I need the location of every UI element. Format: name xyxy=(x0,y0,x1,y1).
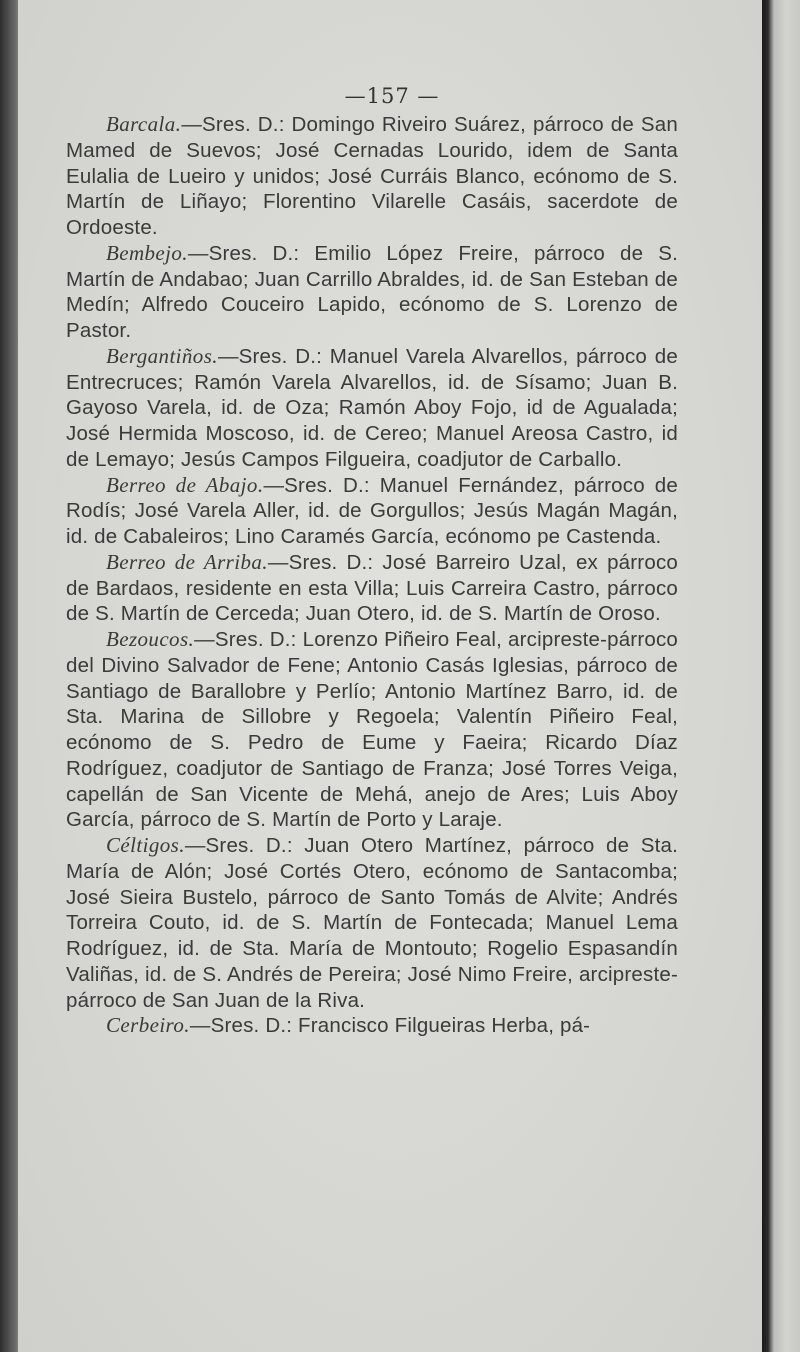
entry-text: —Sres. D.: Lorenzo Piñeiro Feal, arcipreste-párroco del Divino Salvador de Fene; Antonio Casás Iglesias, párroco de Santiago de Barallobre y Perlío; Antonio Martínez Barro, id. de Sta. Marina de Sillobre y Regoela; Valentín Piñeiro Feal, ecónomo de S. Pedro de Eume y Faeira; Ricardo Díaz Rodríguez, coadjutor de Santiago de Franza; José Torres Veiga, capellán de San Vicente de Mehá, anejo de Ares; Luis Aboy García, párroco de S. Martín de Porto y Laraje. xyxy=(66,628,678,832)
entry-berreo-de-arriba xyxy=(66,550,678,627)
entry-berreo-de-abajo xyxy=(66,473,678,550)
entry-cerbeiro xyxy=(66,1013,678,1039)
entry-text: —Sres. D.: Manuel Varela Alvarellos, párroco de Entrecruces; Ramón Varela Alvarellos, id. de Sísamo; Juan B. Gayoso Varela, id. de Oza; Ramón Aboy Fojo, id de Agualada; José Hermida Moscoso, id. de Cereo; Manuel Areosa Castro, id de Lemayo; Jesús Campos Filgueira, coadjutor de Carballo. xyxy=(66,344,678,471)
place-name: Berreo de Abajo. xyxy=(106,472,264,497)
entry-text: —Sres. D.: Domingo Riveiro Suárez, párroco de San Mamed de Suevos; José Cernadas Lourido, idem de Santa Eulalia de Lueiro y unidos; José Curráis Blanco, ecónomo de S. Martín de Liñayo; Florentino Vilarelle Casáis, sacerdote de Ordoeste. xyxy=(66,113,678,239)
entry-bembejo xyxy=(66,241,678,344)
place-name: Barcala. xyxy=(106,112,182,136)
entry-bergantinos xyxy=(66,344,678,473)
entry-bezoucos xyxy=(66,627,678,833)
entry-text: —Sres. D.: Francisco Filgueiras Herba, pá- xyxy=(189,1014,591,1038)
place-name: Bergantiños. xyxy=(106,343,218,368)
place-name: Cerbeiro. xyxy=(106,1013,190,1038)
page-text-block xyxy=(66,112,678,1039)
place-name: Céltigos. xyxy=(106,833,185,857)
entry-text: —Sres. D.: Juan Otero Martínez, párroco de Sta. María de Alón; José Cortés Otero, ecónomo de Santacomba; José Sieira Bustelo, párroco de Santo Tomás de Alvite; Andrés Torreira Couto, id. de S. Martín de Fontecada; Manuel Lema Rodríguez, id. de Sta. María de Montouto; Rogelio Espasandín Valiñas, id. de S. Andrés de Pereira; José Nimo Freire, arcipreste-párroco de San Juan de la Riva. xyxy=(66,834,678,1012)
entry-text: —Sres. D.: José Barreiro Uzal, ex párroco de Bardaos, residente en esta Villa; Luis Carreira Castro, párroco de S. Martín de Cerceda; Juan Otero, id. de S. Martín de Oroso. xyxy=(66,550,678,626)
place-name: Berreo de Arriba. xyxy=(106,549,268,574)
entry-text: —Sres. D.: Emilio López Freire, párroco de S. Martín de Andabao; Juan Carrillo Abraldes, id. de San Esteban de Medín; Alfredo Couceiro Lapido, ecónomo de S. Lorenzo de Pastor. xyxy=(66,241,678,342)
entry-celtigos xyxy=(66,833,678,1013)
book-page xyxy=(18,0,766,1352)
entry-barcala xyxy=(66,112,678,241)
book-gutter xyxy=(762,0,800,1352)
place-name: Bembejo. xyxy=(106,240,188,265)
entry-text: —Sres. D.: Manuel Fernández, párroco de Rodís; José Varela Aller, id. de Gorgullos; Jesús Magán Magán, id. de Cabaleiros; Lino Caramés García, ecónomo pe Castenda. xyxy=(66,473,678,548)
page-number: —157 — xyxy=(344,84,440,108)
place-name: Bezoucos. xyxy=(106,627,195,651)
